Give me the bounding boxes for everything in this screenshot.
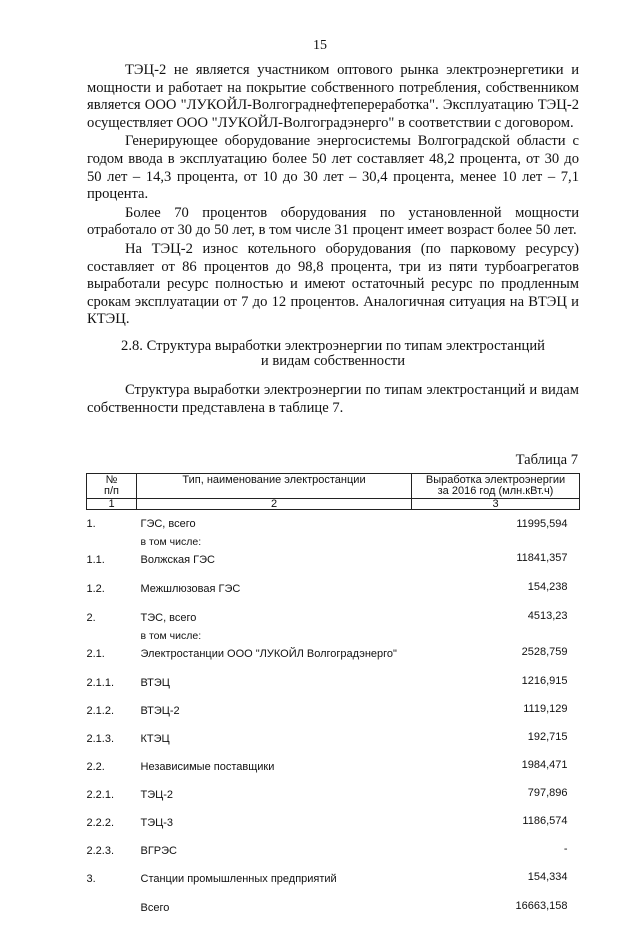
row-name: ТЭЦ-2	[137, 783, 412, 811]
table-row	[87, 642, 580, 671]
page-number: 15	[0, 38, 640, 54]
row-name: Всего	[137, 896, 412, 925]
generation-table	[86, 473, 580, 925]
row-number: 2.2.2.	[87, 811, 137, 839]
section-heading	[87, 339, 579, 369]
row-value: -	[412, 839, 580, 867]
column-number-3: 3	[412, 499, 580, 510]
paragraph-2: Генерирующее оборудование энергосистемы Волгоградской области с годом ввода в эксплуатацию более 50 лет составляет 48,2 процента, от 30 до 50 лет – 14,3 процента, от 10 до 30 лет – 30,4 процента, менее 10 лет – 7,1 процента.	[87, 133, 579, 203]
column-number-2: 2	[137, 499, 412, 510]
row-name: ВГРЭС	[137, 839, 412, 867]
row-number: 1.1.	[87, 548, 137, 577]
table-row	[87, 811, 580, 839]
row-name: Межшлюзовая ГЭС	[137, 577, 412, 606]
header-name: Тип, наименование электростанции	[137, 474, 412, 499]
row-name-text: ТЭС, всего	[141, 612, 197, 624]
row-number: 2.1.1.	[87, 671, 137, 699]
row-value: 11995,594	[412, 510, 580, 549]
row-sub-text: в том числе:	[141, 536, 412, 548]
row-value: 154,334	[412, 867, 580, 896]
table-row	[87, 839, 580, 867]
row-name: КТЭЦ	[137, 727, 412, 755]
table-row	[87, 510, 580, 549]
row-number: 1.2.	[87, 577, 137, 606]
table-row	[87, 577, 580, 606]
table-row	[87, 867, 580, 896]
paragraph-4: На ТЭЦ-2 износ котельного оборудования (по парковому ресурсу) составляет от 86 процентов до 98,8 процента, три из пяти турбоагрегатов выработали ресурс полностью и имеют остаточный ресурс по продленным срокам эксплуатации от 7 до 12 процентов. Аналогичная ситуация на ВТЭЦ и КТЭЦ.	[87, 241, 579, 329]
row-sub-text: в том числе:	[141, 630, 412, 642]
row-name: Независимые поставщики	[137, 755, 412, 783]
section-heading-line-1: 2.8. Структура выработки электроэнергии по типам электростанций	[87, 339, 579, 354]
row-value: 4513,23	[412, 606, 580, 642]
row-value: 1186,574	[412, 811, 580, 839]
row-value: 1216,915	[412, 671, 580, 699]
body-text	[87, 62, 579, 418]
row-name: ТЭЦ-3	[137, 811, 412, 839]
table-row	[87, 606, 580, 642]
table-row	[87, 548, 580, 577]
row-value: 797,896	[412, 783, 580, 811]
row-number: 2.1.	[87, 642, 137, 671]
row-number: 2.1.3.	[87, 727, 137, 755]
header-value-line-1: Выработка электроэнергии	[414, 475, 577, 486]
row-number: 2.1.2.	[87, 699, 137, 727]
row-name: Волжская ГЭС	[137, 548, 412, 577]
row-number: 1.	[87, 510, 137, 549]
row-value: 11841,357	[412, 548, 580, 577]
table-row	[87, 699, 580, 727]
table-caption: Таблица 7	[516, 452, 578, 469]
paragraph-1: ТЭЦ-2 не является участником оптового рынка электроэнергетики и мощности и работает на покрытие собственного потребления, собственником является ООО "ЛУКОЙЛ-Волгограднефтепереработка". Эксплуатацию ТЭЦ-2 осуществляет ООО "ЛУКОЙЛ-Волгоградэнерго" в соответствии с договором.	[87, 62, 579, 132]
row-number	[87, 896, 137, 925]
row-value: 154,238	[412, 577, 580, 606]
column-number-1: 1	[87, 499, 137, 510]
table-row	[87, 755, 580, 783]
paragraph-3: Более 70 процентов оборудования по установленной мощности отработало от 30 до 50 лет, в том числе 31 процент имеет возраст более 50 лет.	[87, 205, 579, 240]
table-row	[87, 671, 580, 699]
row-name: Станции промышленных предприятий	[137, 867, 412, 896]
row-value: 2528,759	[412, 642, 580, 671]
table-row	[87, 783, 580, 811]
row-name: ВТЭЦ-2	[137, 699, 412, 727]
row-name: ВТЭЦ	[137, 671, 412, 699]
header-num	[87, 474, 137, 499]
row-name: Электростанции ООО "ЛУКОЙЛ Волгоградэнерго"	[137, 642, 412, 671]
row-number: 2.	[87, 606, 137, 642]
table-body	[87, 510, 580, 925]
header-value	[412, 474, 580, 499]
row-number: 2.2.	[87, 755, 137, 783]
row-number: 2.2.1.	[87, 783, 137, 811]
table-row-total	[87, 896, 580, 925]
row-value: 1119,129	[412, 699, 580, 727]
header-num-line-2: п/п	[89, 486, 134, 497]
row-value: 1984,471	[412, 755, 580, 783]
row-number: 3.	[87, 867, 137, 896]
section-heading-line-2: и видам собственности	[87, 354, 579, 369]
table-row	[87, 727, 580, 755]
row-value: 16663,158	[412, 896, 580, 925]
row-name	[137, 606, 412, 642]
intro-paragraph: Структура выработки электроэнергии по типам электростанций и видам собственности представлена в таблице 7.	[87, 382, 579, 417]
header-num-line-1: №	[89, 475, 134, 486]
row-value: 192,715	[412, 727, 580, 755]
row-name	[137, 510, 412, 549]
header-value-line-2: за 2016 год (млн.кВт.ч)	[414, 486, 577, 497]
row-name-text: ГЭС, всего	[141, 518, 196, 530]
row-number: 2.2.3.	[87, 839, 137, 867]
